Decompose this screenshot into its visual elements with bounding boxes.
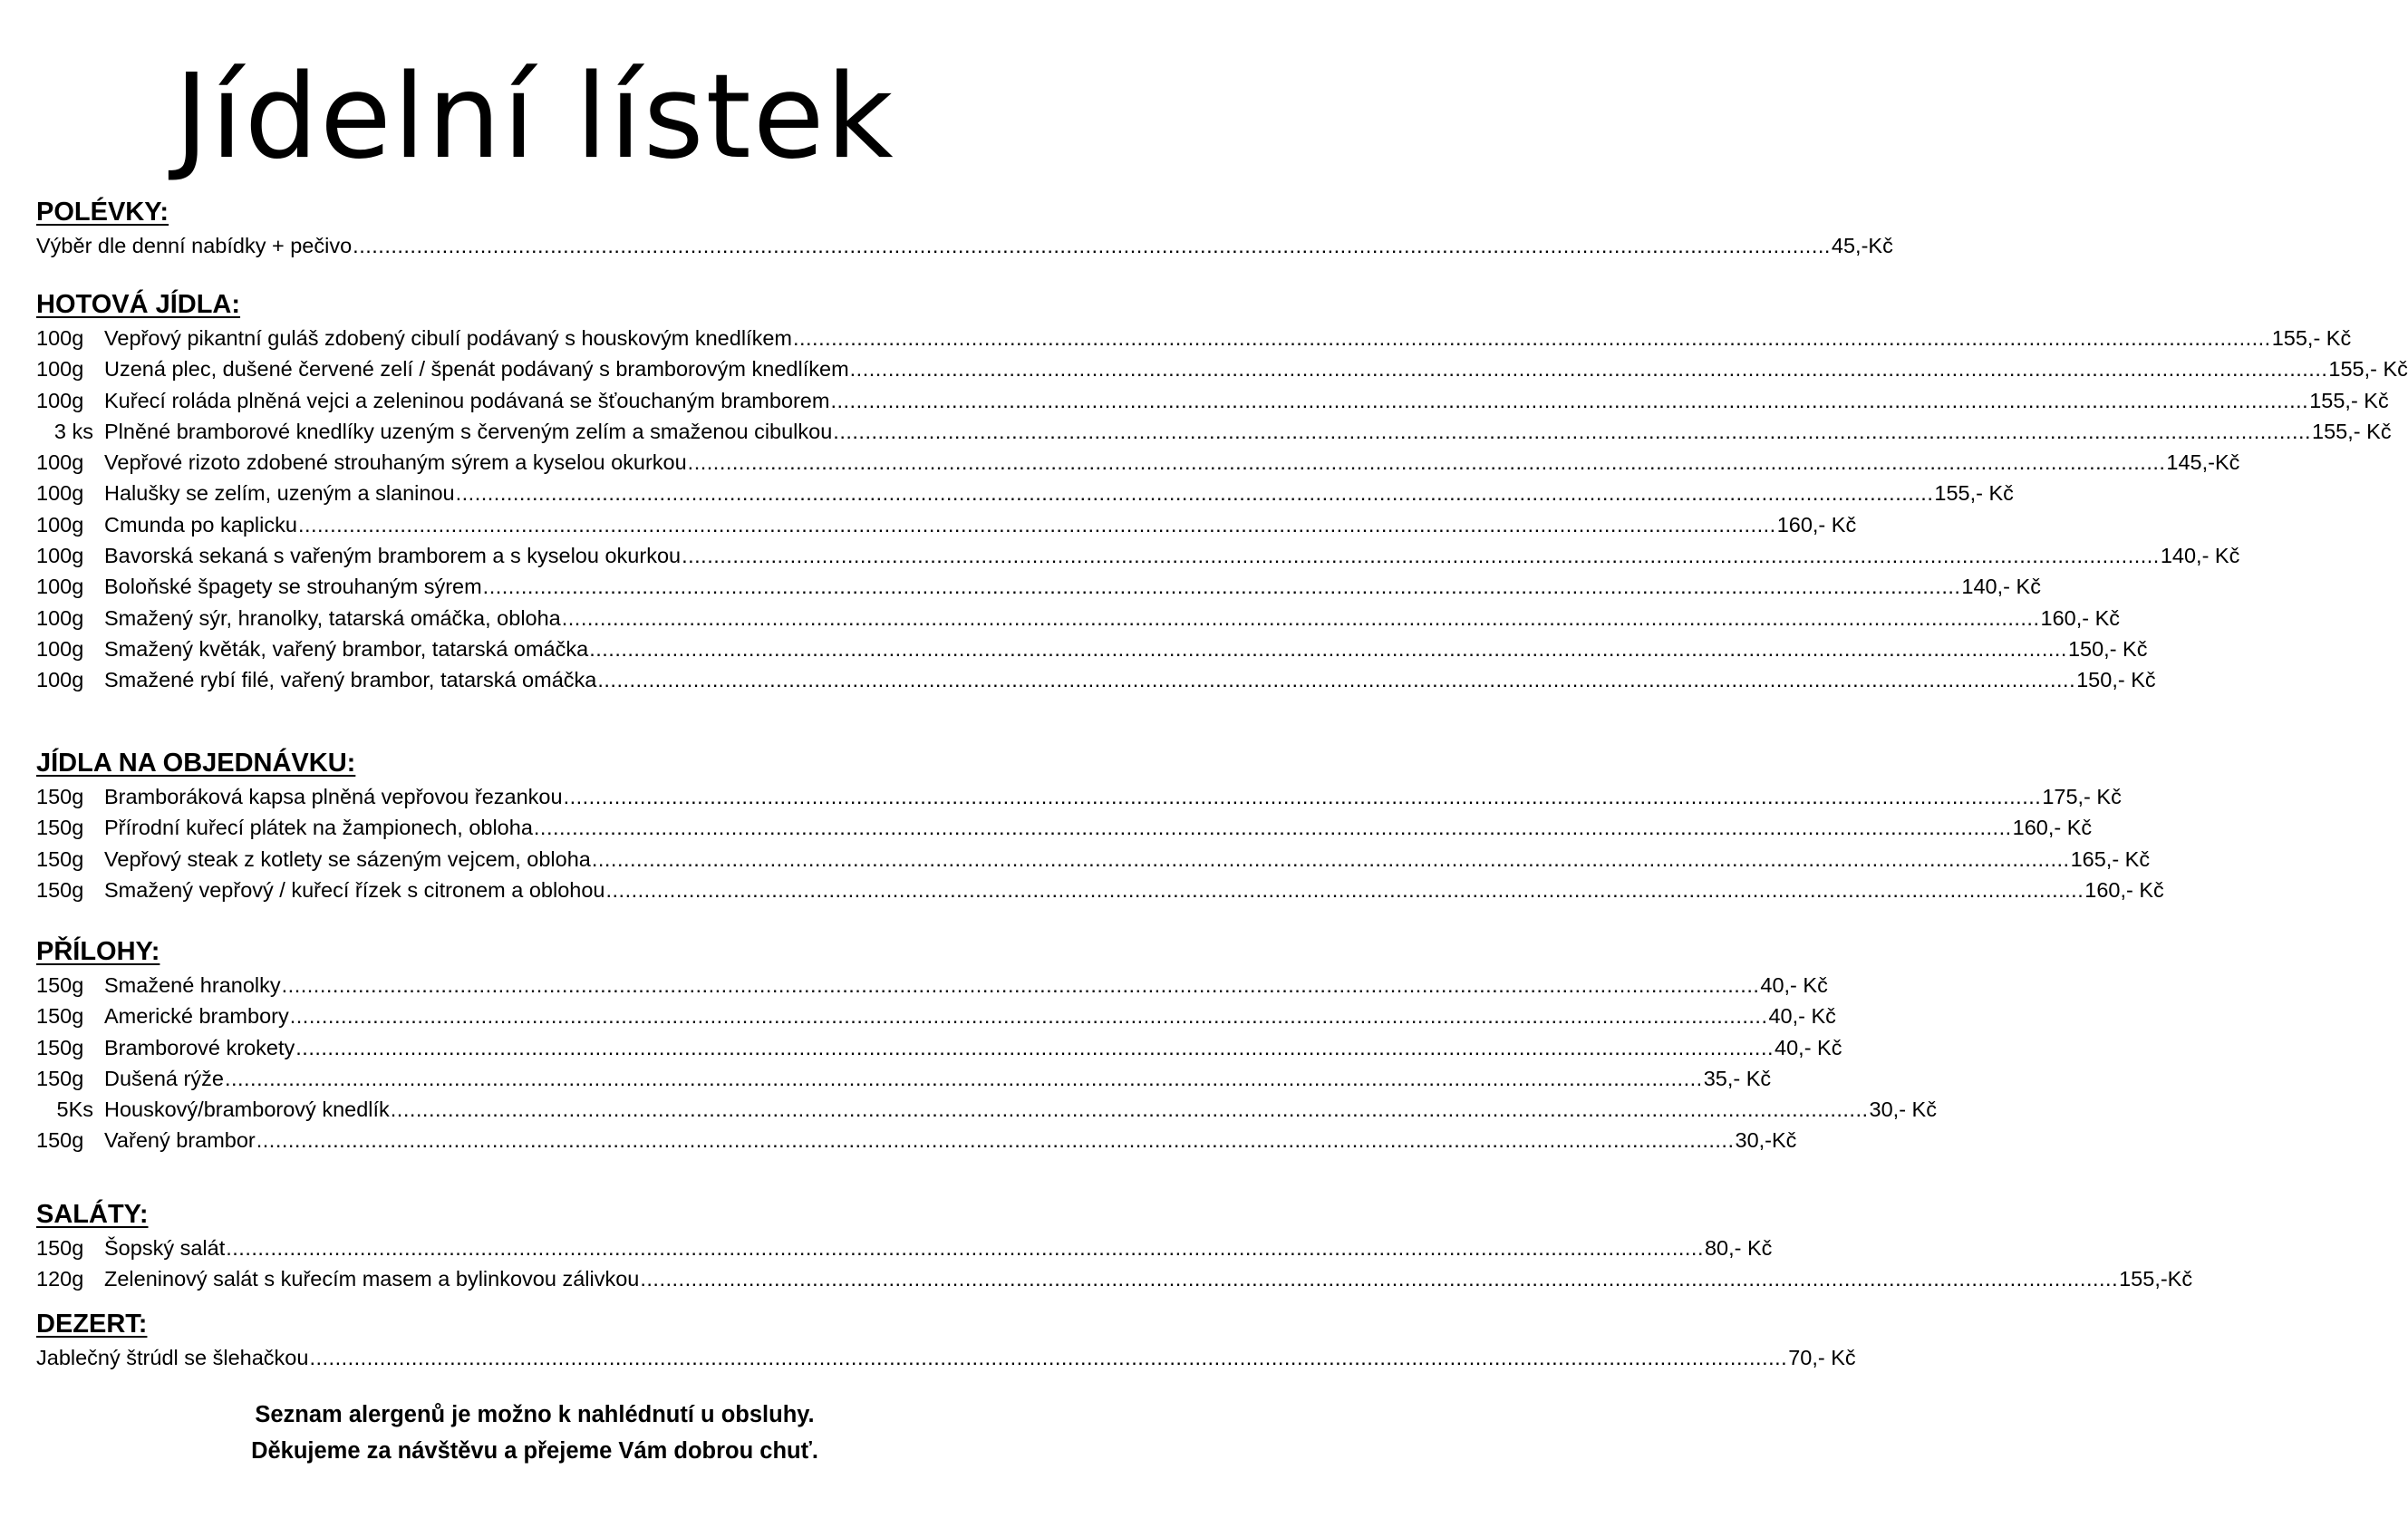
menu-item (36, 812, 2093, 843)
item-qty: 100g (36, 326, 84, 350)
section-polevky (36, 194, 1893, 261)
item-price: 160,- Kč (2040, 605, 2121, 630)
menu-item (36, 603, 2121, 633)
item-qty: 100g (36, 512, 84, 537)
item-name: Halušky se zelím, uzeným a slaninou (104, 481, 455, 506)
section-title: DEZERT: (36, 1310, 148, 1339)
section-jidla-na-objednavku (36, 745, 2164, 905)
item-name: Vařený brambor (104, 1128, 256, 1153)
item-price: 35,- Kč (1703, 1066, 1772, 1090)
item-price: 150,- Kč (2076, 668, 2156, 692)
leader-dots (483, 571, 1961, 602)
section-salaty (36, 1196, 2193, 1295)
menu-item (36, 478, 2014, 508)
section-title: POLÉVKY: (36, 198, 169, 227)
leader-dots (562, 603, 2040, 633)
leader-dots (564, 781, 2042, 812)
item-qty: 150g (36, 1066, 84, 1090)
item-qty: 150g (36, 1035, 84, 1059)
leader-dots (682, 540, 2160, 571)
item-price: 175,- Kč (2042, 785, 2122, 808)
item-qty: 3 ks (53, 419, 93, 443)
leader-dots (295, 1032, 1774, 1063)
menu-item (36, 323, 2352, 353)
leader-dots (606, 875, 2084, 905)
item-price: 155,- Kč (2271, 326, 2352, 350)
menu-item (36, 1063, 1772, 1094)
section-title: HOTOVÁ JÍDLA: (36, 290, 241, 319)
section-title: JÍDLA NA OBJEDNÁVKU: (36, 749, 356, 778)
menu-item (36, 1263, 2193, 1294)
leader-dots (309, 1342, 1787, 1373)
section-dezert (36, 1306, 1856, 1373)
item-qty: 150g (36, 1004, 84, 1029)
item-price: 40,- Kč (1760, 973, 1828, 997)
leader-dots (282, 970, 1760, 1001)
item-name: Americké brambory (104, 1004, 289, 1029)
item-price: 30,- Kč (1869, 1097, 1937, 1122)
menu-item (36, 633, 2148, 664)
item-price: 165,- Kč (2070, 846, 2151, 871)
item-qty: 100g (36, 544, 84, 568)
item-qty: 5Ks (56, 1097, 93, 1122)
leader-dots (793, 323, 2271, 353)
item-name: Kuřecí roláda plněná vejci a zeleninou podávaná se šťouchaným bramborem (104, 388, 830, 412)
menu-item (36, 416, 2392, 447)
item-qty: 150g (36, 846, 84, 871)
item-price: 150,- Kč (2067, 636, 2148, 661)
leader-dots (688, 447, 2166, 478)
item-qty: 100g (36, 450, 84, 475)
leader-dots (456, 478, 1934, 508)
item-name: Smažené rybí filé, vařený brambor, tatarská omáčka (104, 668, 597, 692)
item-price: 155,- Kč (2312, 419, 2392, 443)
menu-item (36, 509, 1857, 540)
menu-item (36, 781, 2122, 812)
item-name: Vepřový steak z kotlety se sázeným vejcem, obloha (104, 846, 591, 871)
footer-thanks-note: Děkujeme za návštěvu a přejeme Vám dobrou chuť. (251, 1438, 818, 1464)
leader-dots (256, 1125, 1735, 1155)
item-qty: 100g (36, 575, 84, 599)
menu-item (36, 540, 2240, 571)
item-name: Houskový/bramborový knedlík (104, 1097, 390, 1122)
leader-dots (290, 1001, 1768, 1031)
menu-item (36, 875, 2164, 905)
item-qty: 150g (36, 1236, 84, 1260)
item-name: Zeleninový salát s kuřecím masem a bylinkovou zálivkou (104, 1267, 640, 1291)
item-qty: 100g (36, 357, 84, 382)
item-price: 45,-Kč (1831, 234, 1893, 257)
item-name: Šopský salát (104, 1236, 226, 1260)
item-name: Dušená rýže (104, 1066, 224, 1090)
leader-dots (597, 664, 2075, 695)
leader-dots (391, 1094, 1869, 1125)
item-name: Bavorská sekaná s vařeným bramborem a s kyselou okurkou (104, 544, 682, 568)
item-name: Cmunda po kaplicku (104, 512, 297, 537)
item-name: Vepřové rizoto zdobené strouhaným sýrem a kyselou okurkou (104, 450, 687, 475)
item-price: 160,- Kč (1776, 512, 1857, 537)
menu-item (36, 664, 2156, 695)
section-hotova-jidla (36, 286, 2408, 696)
item-name: Smažené hranolky (104, 973, 281, 997)
item-price: 140,- Kč (2160, 544, 2240, 568)
leader-dots (534, 812, 2012, 843)
item-price: 70,- Kč (1788, 1346, 1856, 1369)
item-qty: 100g (36, 668, 84, 692)
item-name: Uzená plec, dušené červené zelí / špenát podávaný s bramborovým knedlíkem (104, 357, 849, 382)
item-price: 30,-Kč (1735, 1128, 1797, 1153)
item-qty: 120g (36, 1267, 84, 1291)
leader-dots (225, 1063, 1703, 1094)
item-price: 145,-Kč (2166, 450, 2240, 475)
item-price: 155,- Kč (1934, 481, 2014, 506)
item-name: Boloňské špagety se strouhaným sýrem (104, 575, 482, 599)
item-price: 155,-Kč (2119, 1267, 2193, 1291)
leader-dots (850, 353, 2328, 384)
item-name: Jablečný štrúdl se šlehačkou (36, 1346, 309, 1369)
leader-dots (589, 633, 2067, 664)
menu-item (36, 230, 1893, 261)
item-price: 155,- Kč (2328, 357, 2408, 382)
menu-item (36, 571, 2041, 602)
leader-dots (226, 1233, 1704, 1263)
item-qty: 150g (36, 973, 84, 997)
item-qty: 150g (36, 816, 84, 840)
section-title: PŘÍLOHY: (36, 937, 160, 966)
leader-dots (592, 844, 2070, 875)
leader-dots (830, 385, 2308, 416)
item-name: Smažený vepřový / kuřecí řízek s citronem a oblohou (104, 877, 605, 902)
item-qty: 100g (36, 636, 84, 661)
menu-item (36, 1094, 1937, 1125)
menu-item (36, 385, 2389, 416)
item-price: 160,- Kč (2084, 877, 2164, 902)
menu-item (36, 844, 2151, 875)
menu-item (36, 353, 2408, 384)
item-qty: 100g (36, 388, 84, 412)
menu-item (36, 1125, 1797, 1155)
item-price: 155,- Kč (2309, 388, 2389, 412)
item-qty: 150g (36, 877, 84, 902)
item-price: 40,- Kč (1775, 1035, 1842, 1059)
leader-dots (640, 1263, 2118, 1294)
menu-item (36, 970, 1828, 1001)
leader-dots (833, 416, 2311, 447)
menu-item (36, 1233, 1773, 1263)
item-qty: 150g (36, 785, 84, 808)
item-price: 80,- Kč (1704, 1236, 1773, 1260)
item-name: Vepřový pikantní guláš zdobený cibulí podávaný s houskovým knedlíkem (104, 326, 792, 350)
item-name: Plněné bramborové knedlíky uzeným s červeným zelím a smaženou cibulkou (104, 419, 833, 443)
item-name: Přírodní kuřecí plátek na žampionech, obloha (104, 816, 533, 840)
item-name: Bramboráková kapsa plněná vepřovou řezankou (104, 785, 563, 808)
page-title: Jídelní lístek (174, 50, 895, 185)
item-name: Smažený květák, vařený brambor, tatarská omáčka (104, 636, 589, 661)
item-name: Výběr dle denní nabídky + pečivo (36, 234, 353, 257)
footer-allergens-note: Seznam alergenů je možno k nahlédnutí u obsluhy. (255, 1402, 815, 1427)
item-price: 140,- Kč (1961, 575, 2041, 599)
section-title: SALÁTY: (36, 1200, 149, 1229)
menu-item (36, 1001, 1836, 1031)
leader-dots (298, 509, 1776, 540)
item-qty: 100g (36, 605, 84, 630)
menu-item (36, 1342, 1856, 1373)
item-name: Bramborové krokety (104, 1035, 295, 1059)
item-qty: 100g (36, 481, 84, 506)
leader-dots (353, 230, 1831, 261)
item-qty: 150g (36, 1128, 84, 1153)
item-price: 160,- Kč (2012, 816, 2093, 840)
item-name: Smažený sýr, hranolky, tatarská omáčka, obloha (104, 605, 561, 630)
section-prilohy (36, 933, 1937, 1156)
item-price: 40,- Kč (1768, 1004, 1836, 1029)
menu-item (36, 1032, 1842, 1063)
menu-item (36, 447, 2240, 478)
